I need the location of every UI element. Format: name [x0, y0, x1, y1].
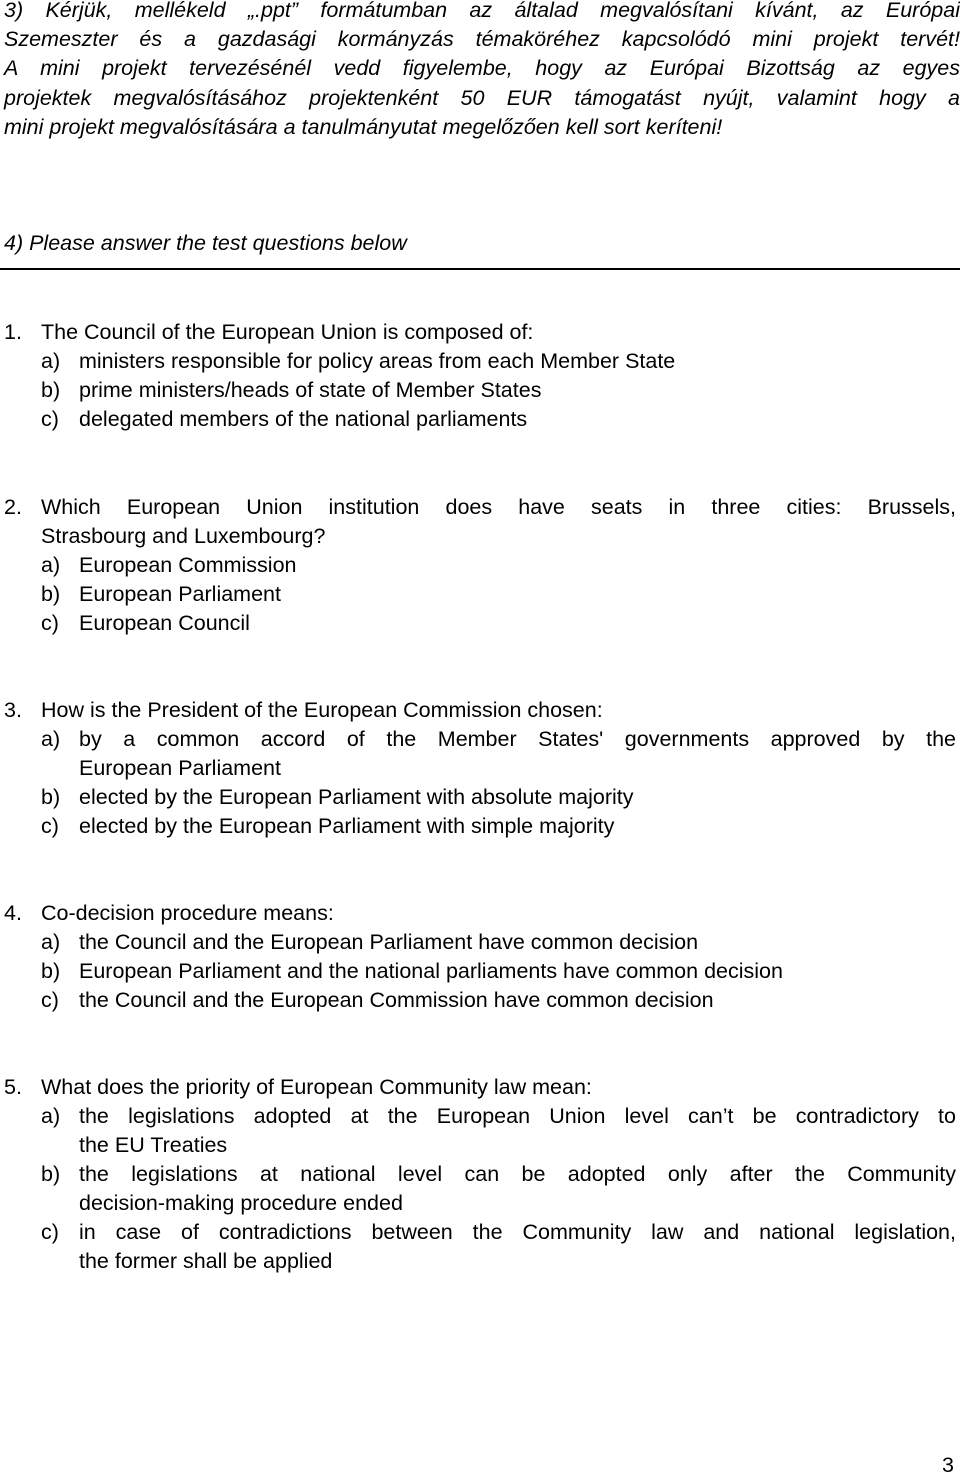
option-text: decision-making procedure ended — [79, 1191, 403, 1215]
option-letter: a) — [41, 727, 61, 751]
question-1 — [4, 318, 956, 434]
option-letter: c) — [41, 988, 59, 1012]
option-text: the Council and the European Parliament have common decision — [79, 930, 699, 954]
question-text: The Council of the European Union is composed of: — [41, 320, 534, 344]
option-letter: c) — [41, 407, 59, 431]
question-5 — [4, 1073, 956, 1276]
option-text: the legislations at national level can be adopted only after the Community — [79, 1162, 956, 1186]
option-text: European Parliament — [79, 756, 281, 780]
intro-line: projektek megvalósításához projektenként 50 EUR támogatást nyújt, valamint hogy a — [4, 85, 960, 110]
question-3 — [4, 696, 956, 841]
option-letter: b) — [41, 378, 61, 402]
answer-option — [41, 986, 956, 1015]
question-number: 4. — [4, 901, 22, 925]
section-heading: 4) Please answer the test questions below — [4, 231, 407, 255]
question-text: What does the priority of European Community law mean: — [41, 1075, 592, 1099]
option-text: in case of contradictions between the Community law and national legislation, — [79, 1220, 956, 1244]
option-letter: a) — [41, 1104, 61, 1128]
option-text: elected by the European Parliament with simple majority — [79, 814, 615, 838]
question-text: Which European Union institution does have seats in three cities: Brussels, — [41, 495, 956, 519]
option-text: European Commission — [79, 553, 297, 577]
answer-option — [41, 405, 956, 434]
option-text: the Council and the European Commission have common decision — [79, 988, 714, 1012]
option-text: ministers responsible for policy areas from each Member State — [79, 349, 676, 373]
answer-option — [41, 928, 956, 957]
answer-option — [41, 725, 956, 783]
intro-line: A mini projekt tervezésénél vedd figyelembe, hogy az Európai Bizottság az egyes — [4, 56, 960, 81]
option-text: the former shall be applied — [79, 1249, 333, 1273]
question-text: Strasbourg and Luxembourg? — [41, 524, 326, 548]
answer-option — [41, 580, 956, 609]
horizontal-divider — [0, 268, 960, 270]
option-letter: c) — [41, 814, 59, 838]
question-2 — [4, 493, 956, 638]
answer-option — [41, 376, 956, 405]
answer-option — [41, 1218, 956, 1276]
question-number: 2. — [4, 495, 22, 519]
option-letter: a) — [41, 930, 61, 954]
question-4 — [4, 899, 956, 1015]
option-text: elected by the European Parliament with absolute majority — [79, 785, 634, 809]
answer-option — [41, 812, 956, 841]
option-text: the legislations adopted at the European Union level can’t be contradictory to — [79, 1104, 956, 1128]
intro-line: 3) Kérjük, mellékeld „.ppt” formátumban az általad megvalósítani kívánt, az Európai — [4, 0, 960, 22]
question-stem — [4, 1073, 956, 1102]
answer-option — [41, 1102, 956, 1160]
option-letter: b) — [41, 582, 61, 606]
answer-option — [41, 609, 956, 638]
answer-option — [41, 783, 956, 812]
question-stem — [4, 493, 956, 551]
option-letter: b) — [41, 959, 61, 983]
option-letter: b) — [41, 785, 61, 809]
option-text: prime ministers/heads of state of Member States — [79, 378, 542, 402]
option-letter: a) — [41, 553, 61, 577]
question-stem — [4, 318, 956, 347]
question-number: 1. — [4, 320, 22, 344]
intro-line: mini projekt megvalósítására a tanulmányutat megelőzően kell sort keríteni! — [4, 114, 723, 139]
answer-option — [41, 1160, 956, 1218]
option-letter: c) — [41, 1220, 59, 1244]
option-letter: a) — [41, 349, 61, 373]
page-number: 3 — [942, 1453, 954, 1477]
question-stem — [4, 696, 956, 725]
option-letter: b) — [41, 1162, 61, 1186]
option-letter: c) — [41, 611, 59, 635]
option-text: by a common accord of the Member States' governments approved by the — [79, 727, 956, 751]
intro-line: Szemeszter és a gazdasági kormányzás témaköréhez kapcsolódó mini projekt tervét! — [4, 27, 960, 52]
question-number: 3. — [4, 698, 22, 722]
answer-option — [41, 347, 956, 376]
question-number: 5. — [4, 1075, 22, 1099]
option-text: European Council — [79, 611, 250, 635]
option-text: the EU Treaties — [79, 1133, 228, 1157]
question-text: Co-decision procedure means: — [41, 901, 334, 925]
answer-option — [41, 957, 956, 986]
option-text: delegated members of the national parliaments — [79, 407, 528, 431]
question-text: How is the President of the European Commission chosen: — [41, 698, 603, 722]
intro-paragraph — [4, 0, 960, 142]
option-text: European Parliament — [79, 582, 281, 606]
question-stem — [4, 899, 956, 928]
answer-option — [41, 551, 956, 580]
option-text: European Parliament and the national parliaments have common decision — [79, 959, 783, 983]
